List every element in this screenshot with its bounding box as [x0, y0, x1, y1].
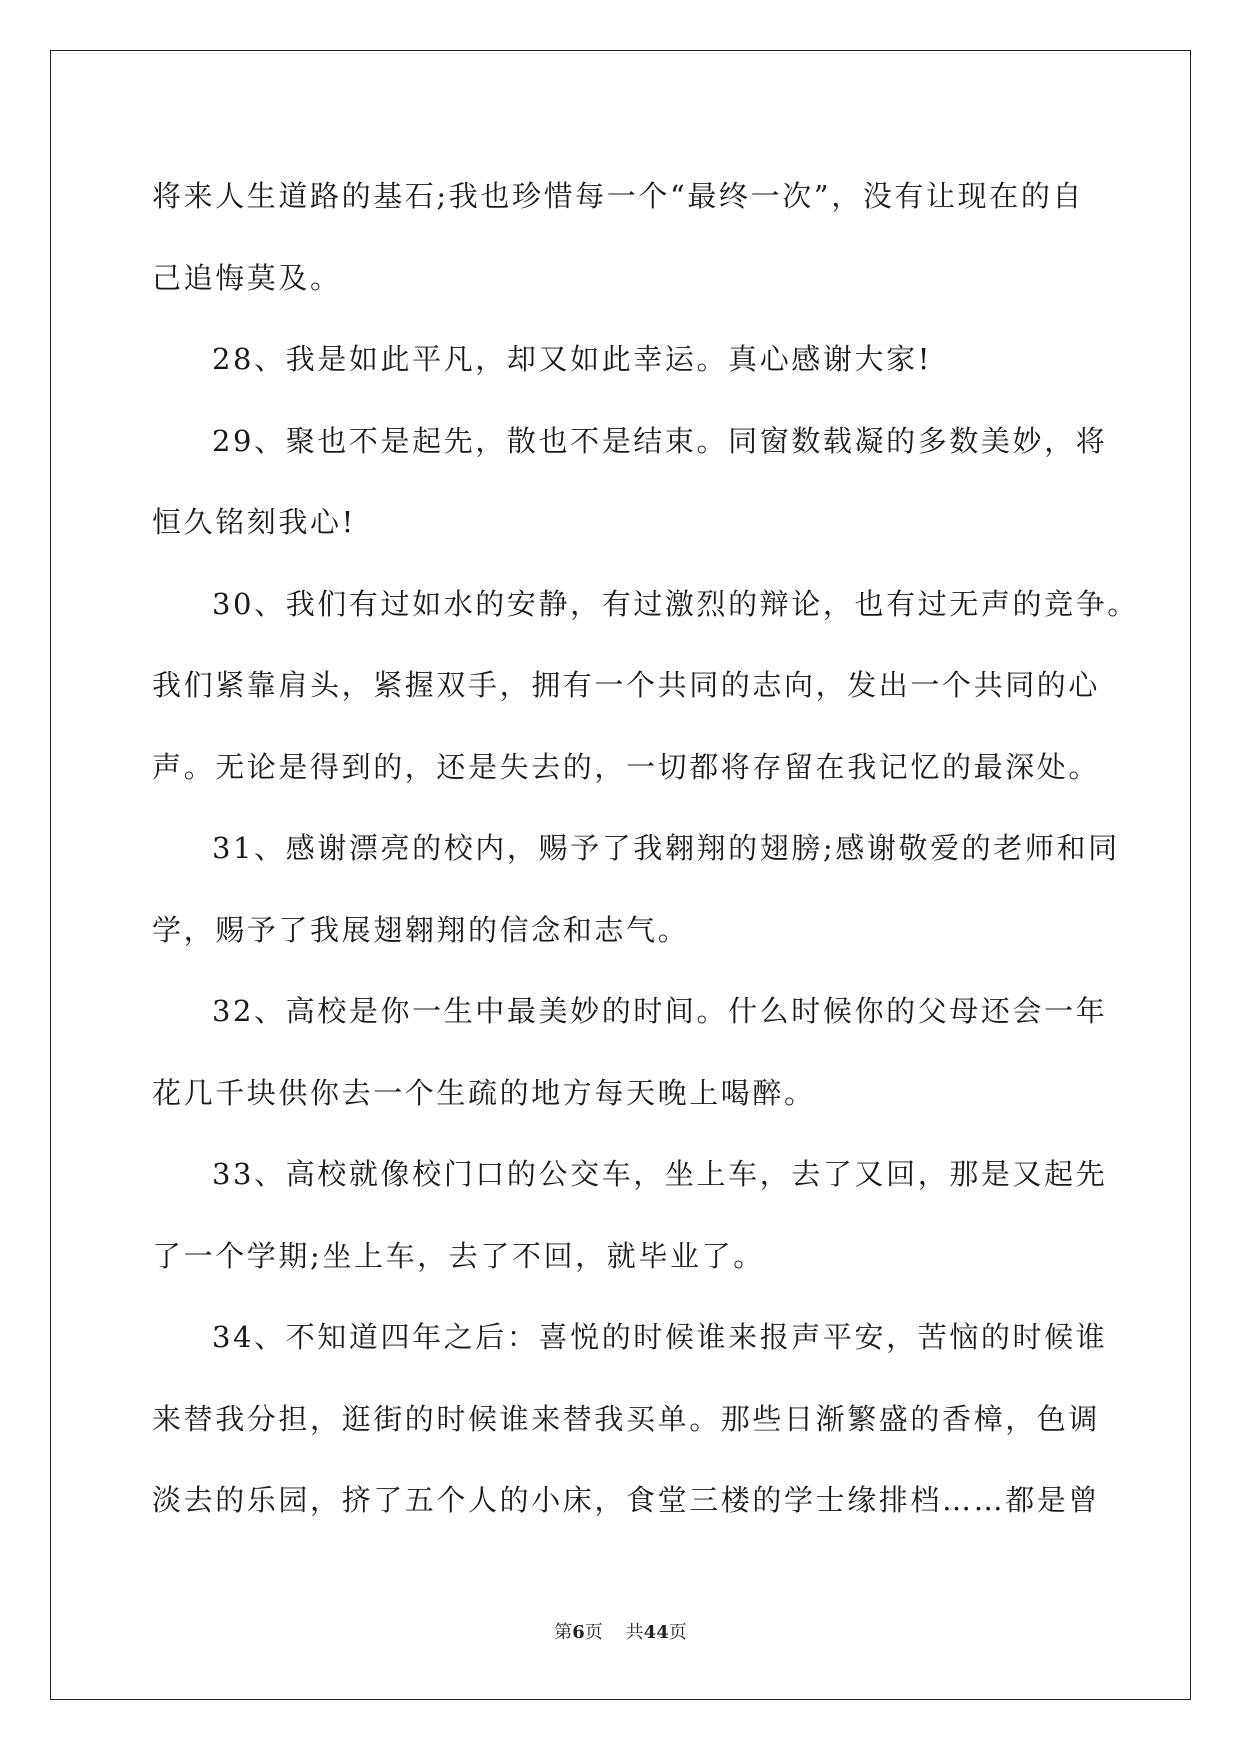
text-line: 学，赐予了我展翅翱翔的信念和志气。 — [152, 912, 690, 947]
text-line: 花几千块供你去一个生疏的地方每天晚上喝醉。 — [152, 1075, 816, 1110]
text-line: 31、感谢漂亮的校内，赐予了我翱翔的翅膀;感谢敬爱的老师和同 — [212, 831, 1120, 865]
text-line: 淡去的乐园，挤了五个人的小床，食堂三楼的学士缘排档……都是曾 — [152, 1483, 1101, 1517]
total-pages: 44 — [643, 1622, 669, 1643]
footer-total-prefix: 共 — [625, 1622, 644, 1643]
footer-prefix: 第 — [554, 1622, 573, 1643]
text-line: 声。无论是得到的，还是失去的，一切都将存留在我记忆的最深处。 — [152, 749, 1101, 784]
text-line: 30、我们有过如水的安静，有过激烈的辩论，也有过无声的竞争。 — [212, 586, 1139, 621]
text-line: 29、聚也不是起先，散也不是结束。同窗数载凝的多数美妙，将 — [212, 423, 1108, 458]
text-line: 了一个学期;坐上车，去了不回，就毕业了。 — [152, 1238, 765, 1273]
text-line: 33、高校就像校门口的公交车，坐上车，去了又回，那是又起先 — [212, 1157, 1108, 1191]
text-line: 我们紧靠肩头，紧握双手，拥有一个共同的志向，发出一个共同的心 — [152, 668, 1101, 702]
footer-page-suffix: 页 — [584, 1622, 603, 1643]
footer-total-suffix: 页 — [668, 1622, 687, 1643]
text-line: 来替我分担，逛街的时候谁来替我买单。那些日渐繁盛的香樟，色调 — [152, 1401, 1101, 1436]
text-line: 恒久铭刻我心! — [152, 505, 356, 539]
page-footer — [0, 1618, 1241, 1644]
text-line: 32、高校是你一生中最美妙的时间。什么时候你的父母还会一年 — [212, 994, 1108, 1028]
page-number: 6 — [572, 1622, 585, 1643]
text-line: 34、不知道四年之后：喜悦的时候谁来报声平安，苦恼的时候谁 — [212, 1320, 1108, 1354]
text-line: 将来人生道路的基石;我也珍惜每一个“最终一次”，没有让现在的自 — [152, 179, 1085, 213]
text-line: 己追悔莫及。 — [152, 260, 342, 295]
document-body — [152, 156, 1139, 1542]
text-line: 28、我是如此平凡，却又如此幸运。真心感谢大家! — [212, 342, 932, 376]
